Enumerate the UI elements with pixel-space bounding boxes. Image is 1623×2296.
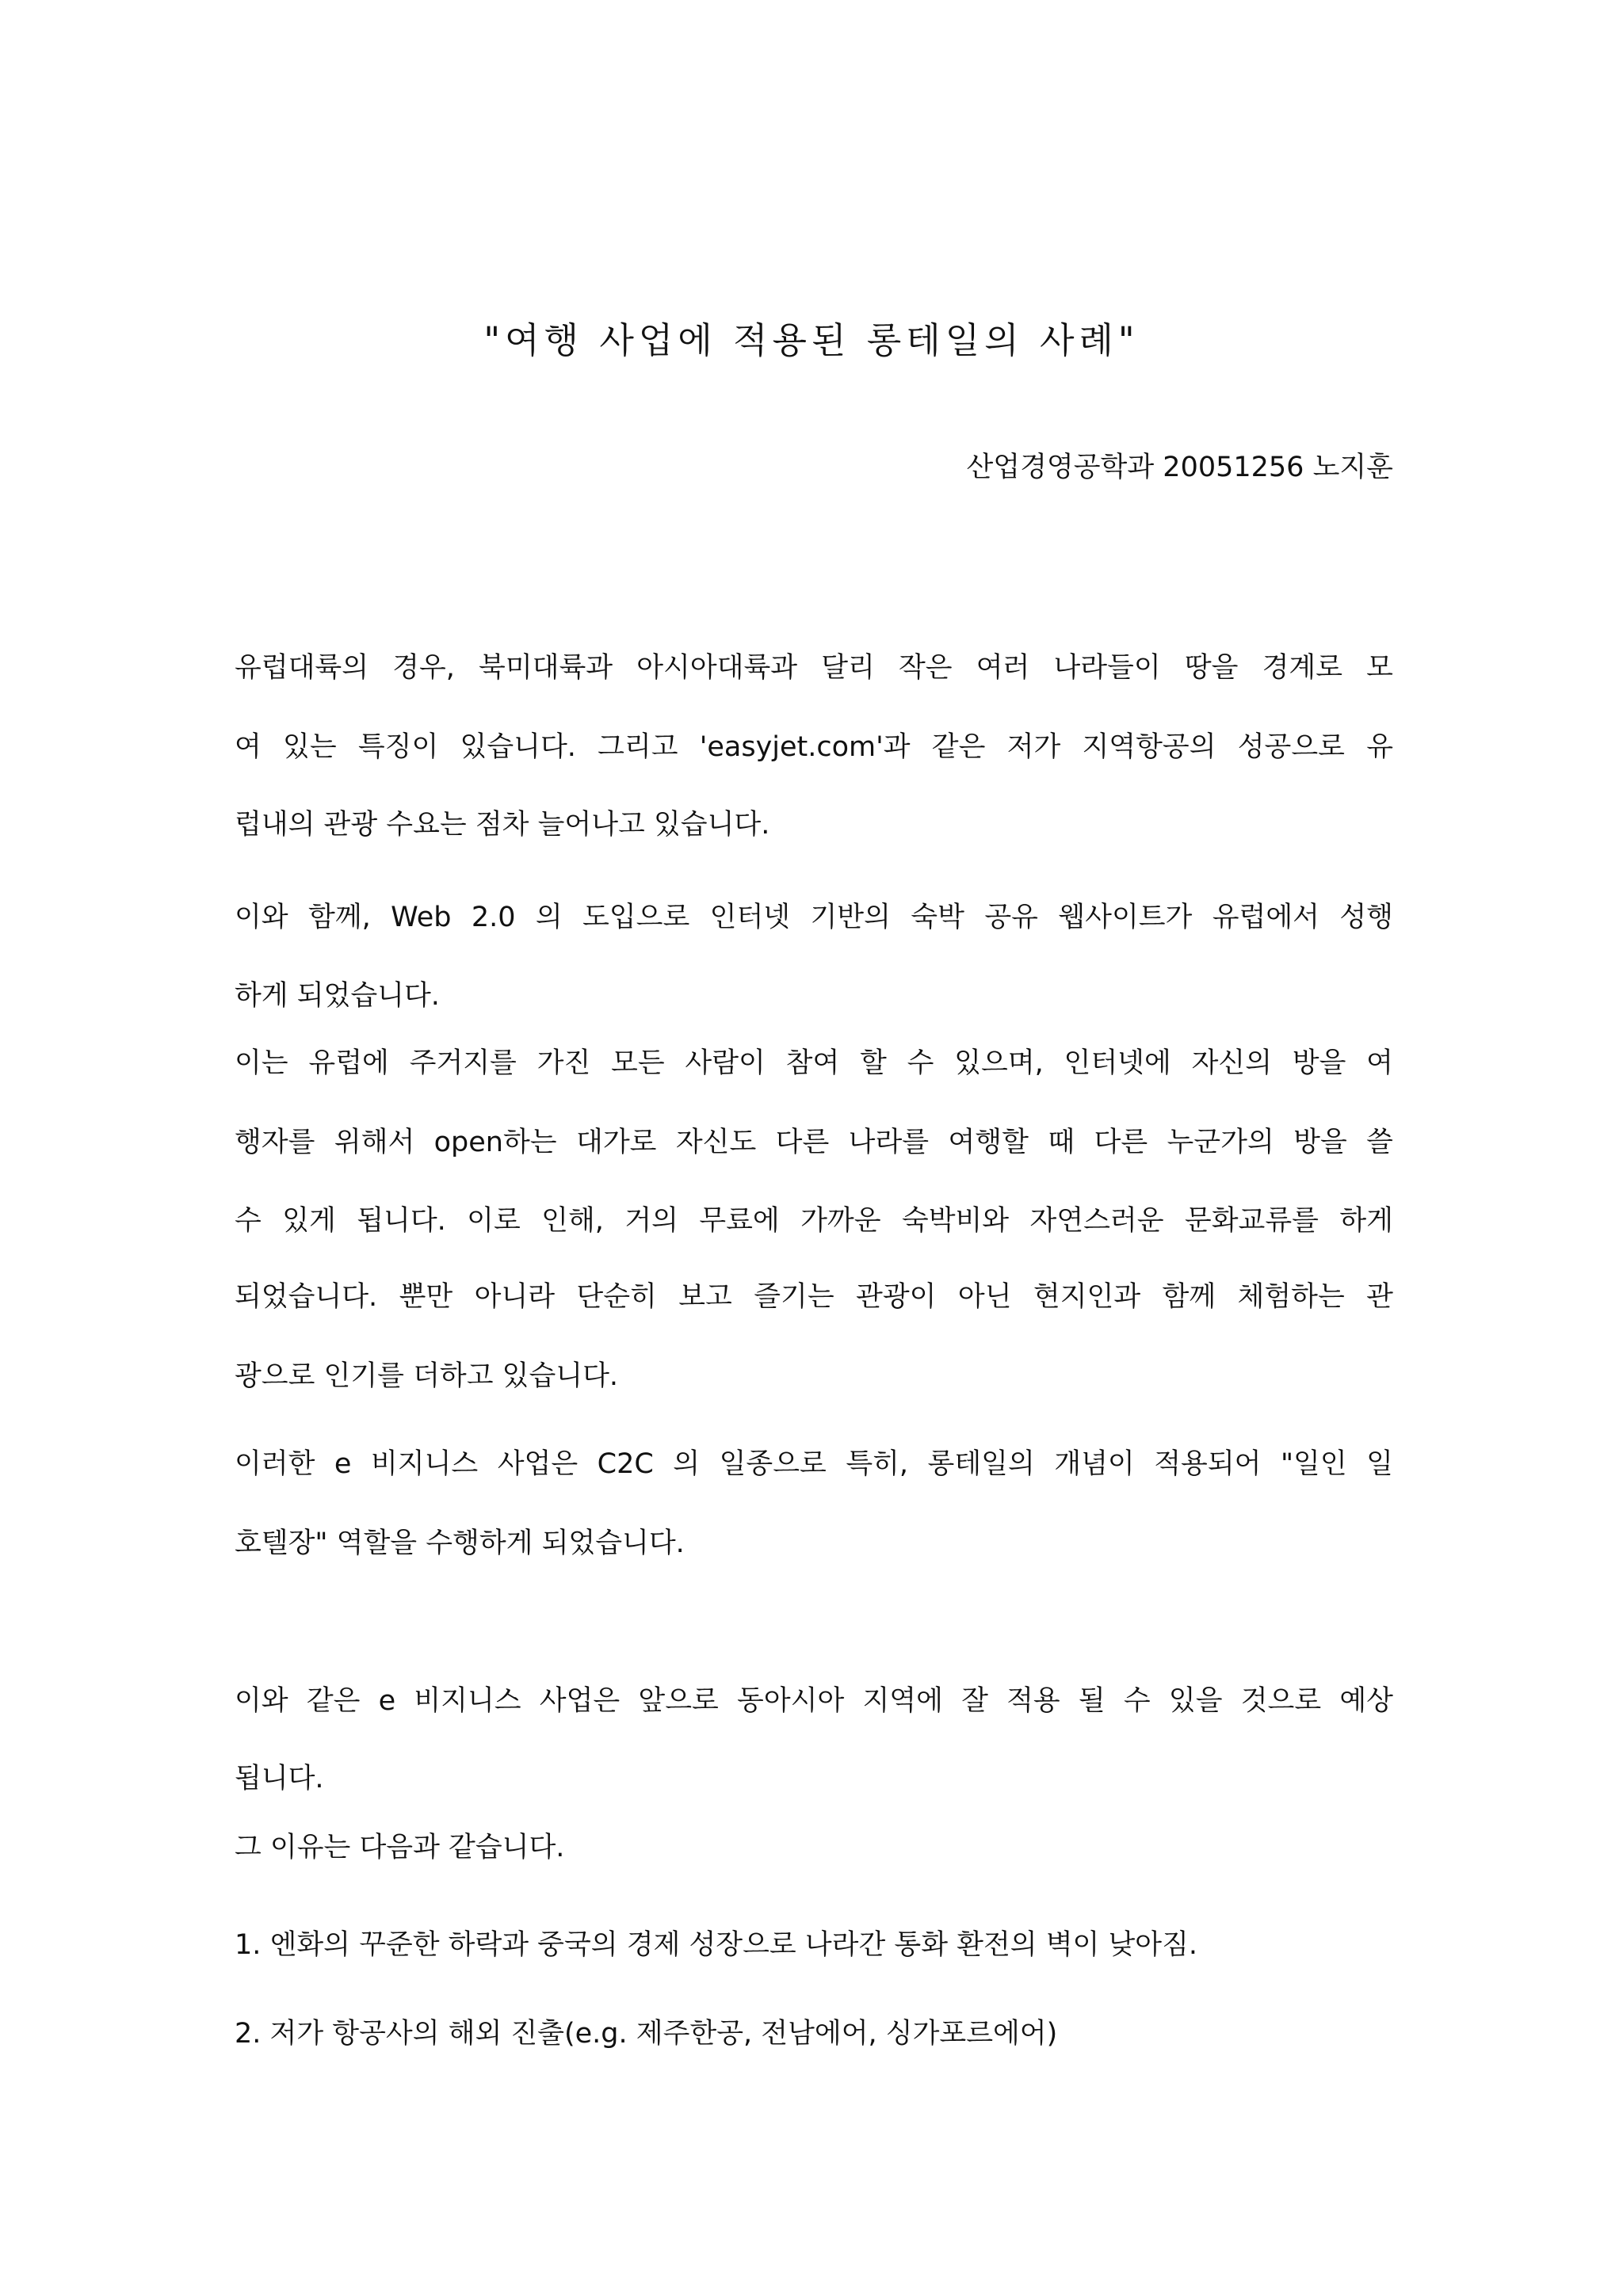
body-line: 광으로 인기를 더하고 있습니다.: [235, 1360, 619, 1392]
body-line: 이는 유럽에 주거지를 가진 모든 사람이 참여 할 수 있으며, 인터넷에 자신의 방을 여: [235, 1047, 1393, 1079]
body-line: 수 있게 됩니다. 이로 인해, 거의 무료에 가까운 숙박비와 자연스러운 문화교류를 하게: [235, 1205, 1393, 1237]
body-line: 유럽대륙의 경우, 북미대륙과 아시아대륙과 달리 작은 여러 나라들이 땅을 경계로 모: [235, 652, 1393, 684]
body-line: 그 이유는 다음과 같습니다.: [235, 1832, 565, 1863]
list-item: 2. 저가 항공사의 해외 진출(e.g. 제주한공, 전남에어, 싱가포르에어): [235, 2018, 1058, 2050]
body-line: 행자를 위해서 open하는 대가로 자신도 다른 나라를 여행할 때 다른 누군가의 방을 쓸: [235, 1127, 1393, 1158]
body-line: 하게 되었습니다.: [235, 980, 440, 1012]
body-line: 이와 같은 e 비지니스 사업은 앞으로 동아시아 지역에 잘 적용 될 수 있을 것으로 예상: [235, 1685, 1393, 1717]
body-line: 여 있는 특징이 있습니다. 그리고 'easyjet.com'과 같은 저가 지역항공의 성공으로 유: [235, 731, 1393, 763]
body-line: 이와 함께, Web 2.0 의 도입으로 인터넷 기반의 숙박 공유 웹사이트가 유럽에서 성행: [235, 902, 1393, 933]
document-title: "여행 사업에 적용된 롱테일의 사례": [483, 319, 1140, 361]
body-line: 호텔장" 역할을 수행하게 되었습니다.: [235, 1527, 685, 1559]
body-line: 럽내의 관광 수요는 점차 늘어나고 있습니다.: [235, 809, 770, 841]
body-line: 됩니다.: [235, 1763, 324, 1794]
body-line: 이러한 e 비지니스 사업은 C2C 의 일종으로 특히, 롱테일의 개념이 적용되어 "일인 일: [235, 1448, 1393, 1480]
list-item: 1. 엔화의 꾸준한 하락과 중국의 경제 성장으로 나라간 통화 환전의 벽이 낮아짐.: [235, 1929, 1198, 1961]
author-line: 산업경영공학과 20051256 노지훈: [966, 452, 1393, 483]
body-line: 되었습니다. 뿐만 아니라 단순히 보고 즐기는 관광이 아닌 현지인과 함께 체험하는 관: [235, 1281, 1393, 1313]
